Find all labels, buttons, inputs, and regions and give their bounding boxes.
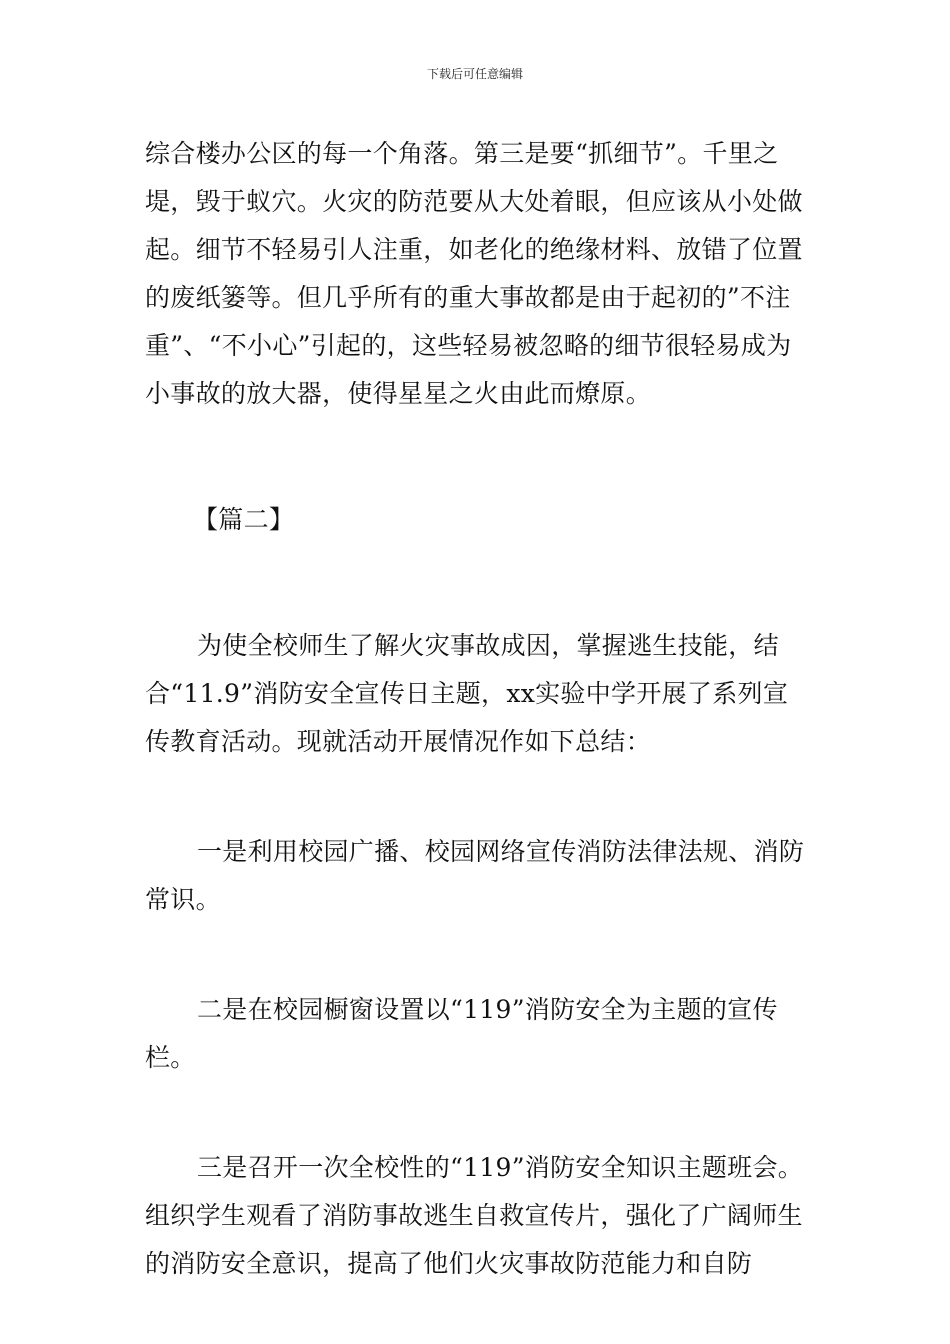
spacer [145,1082,810,1144]
paragraph-1: 综合楼办公区的每一个角落。第三是要“抓细节”。千里之堤，毁于蚁穴。火灾的防范要从大处着眼，但应该从小处做起。细节不轻易引人注重，如老化的绝缘材料、放错了位置的废纸篓等。但几乎所有的重大事故都是由于起初的”不注重”、“不小心”引起的，这些轻易被忽略的细节很轻易成为小事故的放大器，使得星星之火由此而燎原。 [145,139,803,408]
section-title: 【篇二】 [193,505,295,534]
paragraph-2: 为使全校师生了解火灾事故成因，掌握逃生技能，结合“11.9”消防安全宣传日主题，xx实验中学开展了系列宣传教育活动。现就活动开展情况作如下总结： [145,631,789,756]
spacer [145,766,810,828]
spacer [145,418,810,496]
paragraph-5: 三是召开一次全校性的“119”消防安全知识主题班会。组织学生观看了消防事故逃生自救宣传片，强化了广阔师生的消防安全意识，提高了他们火灾事故防范能力和自防 [145,1153,804,1278]
document-body [145,130,810,1288]
spacer [145,544,810,622]
header-note: 下载后可任意编辑 [426,67,523,81]
paragraph-3: 一是利用校园广播、校园网络宣传消防法律法规、消防常识。 [145,837,805,914]
paragraph-4: 二是在校园橱窗设置以“119”消防安全为主题的宣传栏。 [145,995,778,1072]
spacer [145,924,810,986]
